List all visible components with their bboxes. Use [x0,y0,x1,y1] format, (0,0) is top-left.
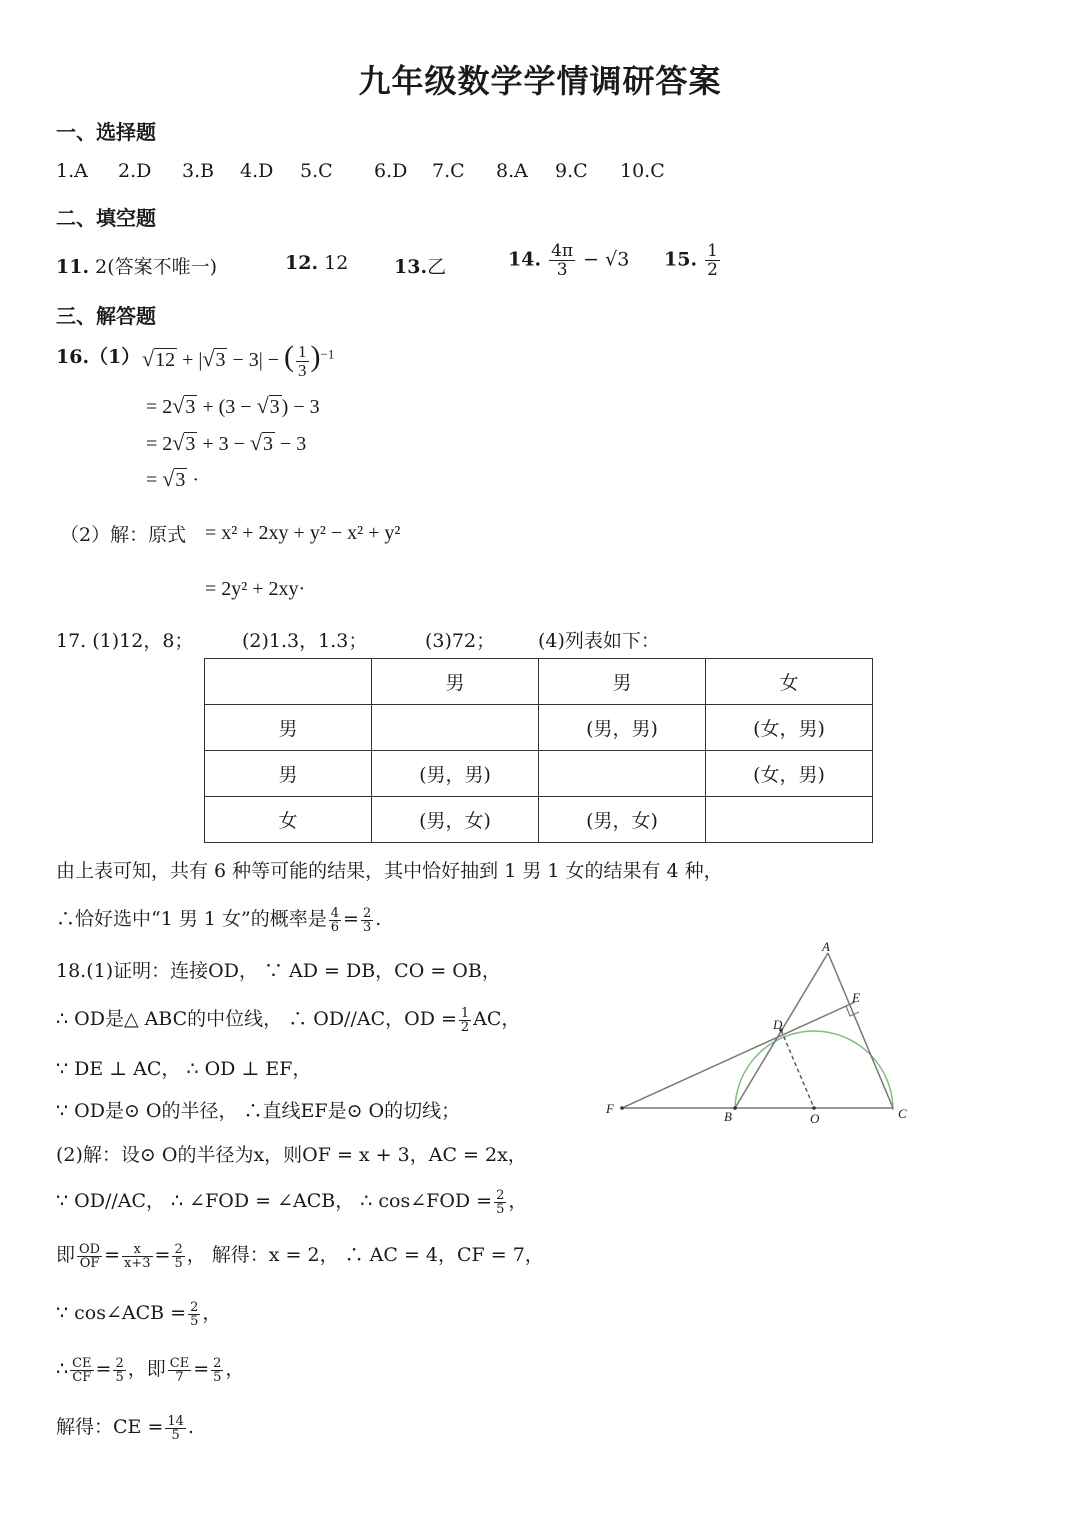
table-row [205,659,873,705]
q17-conclusion1: 由上表可知，共有 6 种等可能的结果，其中恰好抽到 1 男 1 女的结果有 4 种， [56,860,723,882]
q14-fraction: $\frac{4\pi}{3}$ [551,241,574,280]
q16-line2: = 2√3 + (3 − √3 ) − 3 [146,393,320,418]
q17-part1: 17. (1)12，8； [56,630,194,652]
fraction: $\frac{2}{5}$ [115,1355,124,1385]
point-O [812,1106,816,1110]
table-cell: 男 [205,705,372,751]
q16-label: 16.（1） [56,346,141,368]
section-choice: 一、选择题 [56,120,156,144]
q18-line8: ∵ cos∠ACB = $\frac{2}{5}$ ， [56,1299,222,1329]
q17-part3: (3)72； [425,630,496,652]
line-OD-dashed [781,1030,814,1108]
label-F: F [606,1101,614,1116]
answer-5: 5.C [300,160,333,182]
table-cell: 男 [539,659,706,705]
answer-7: 7.C [432,160,465,182]
label-B: B [724,1109,732,1124]
semicircle-arc [735,1031,893,1110]
table-cell [706,797,873,843]
q12-answer: 12 [324,252,349,274]
q16-line1: √12 + |√3 − 3| − ( $\frac{1}{3}$ )$^{-1}$ [142,340,335,380]
q18-line3: ∵ DE ⊥ AC， ∴ OD ⊥ EF， [56,1058,312,1080]
q16-line4: = √3 · [146,466,200,491]
fraction: $\frac{2}{5}$ [213,1355,222,1385]
table-cell: (男，女) [539,797,706,843]
line-FE [622,1002,855,1108]
fraction: $\frac{14}{5}$ [167,1413,184,1443]
q13 [394,252,446,279]
label-D: D [773,1017,783,1032]
fraction: $\frac{CE}{7}$ [169,1355,190,1385]
line-AC [828,953,893,1108]
q15-number: 15. [664,248,698,271]
fraction: $\frac{4}{6}$ [330,905,340,935]
fraction: $\frac{x}{x+3}$ [124,1241,151,1271]
table-cell: (男，女) [372,797,539,843]
q17-part2: (2)1.3，1.3； [242,630,368,652]
q13-number: 13. [394,256,428,278]
fraction: $\frac{2}{5}$ [190,1299,199,1329]
table-cell: (男，男) [539,705,706,751]
table-row [205,797,873,843]
table-cell: 男 [372,659,539,705]
q17-conclusion2: ∴恰好选中“1 男 1 女”的概率是 $\frac{4}{6}$ = $\frac{2}{3}$ . [56,905,382,935]
choice-answers [56,160,665,182]
q18-line4: ∵ OD是⊙ O的半径， ∴直线EF是⊙ O的切线； [56,1100,461,1122]
answer-10: 10.C [620,160,665,182]
q16-part2-line1: = x² + 2xy + y² − x² + y² [205,522,401,544]
q18-line5: (2)解：设⊙ O的半径为x，则OF = x + 3，AC = 2x， [56,1144,527,1166]
q14 [508,242,629,279]
fraction: $\frac{2}{3}$ [362,905,372,935]
q18-line2: ∴ OD是△ ABC的中位线， ∴ OD//AC，OD = $\frac{1}{2}$ AC， [56,1005,521,1035]
fraction: $\frac{2}{5}$ [496,1187,505,1217]
answer-3: 3.B [182,160,215,182]
table-row [205,705,873,751]
q11-answer: 2(答案不唯一) [95,256,218,278]
q15-fraction: $\frac{1}{2}$ [707,241,718,280]
q12 [285,252,348,274]
q17-part4: (4)列表如下： [538,630,660,652]
q18-line7: 即 $\frac{OD}{OF}$ = $\frac{x}{x+3}$ = $\frac{2}{5}$ ， 解得：x = 2， ∴ AC = 4，CF = 7， [56,1241,544,1271]
label-A: A [822,940,830,954]
q18-line9: ∴ $\frac{CE}{CF}$ = $\frac{2}{5}$ ，即 $\frac{CE}{7}$ = $\frac{2}{5}$ ， [56,1355,245,1385]
answer-2: 2.D [118,160,152,182]
table-cell: (女，男) [706,705,873,751]
q16-part2-line2: = 2y² + 2xy· [205,578,306,600]
answer-4: 4.D [240,160,274,182]
q14-number: 14. [508,248,542,271]
label-O: O [810,1111,820,1126]
table-cell [205,659,372,705]
fraction: $\frac{CE}{CF}$ [72,1355,92,1385]
q11-number: 11. [56,256,90,278]
q13-answer: 乙 [427,256,447,278]
fraction: $\frac{OD}{OF}$ [79,1241,101,1271]
section-solutions: 三、解答题 [56,304,156,328]
q18-line10: 解得：CE = $\frac{14}{5}$ . [56,1413,194,1443]
table-cell [539,751,706,797]
label-C: C [898,1106,907,1121]
table-cell: 女 [205,797,372,843]
page-title: 九年级数学学情调研答案 [358,62,722,100]
label-E: E [852,990,860,1005]
table-cell: 女 [706,659,873,705]
fill-answers [56,252,217,279]
q16-line3: = 2√3 + 3 − √3 − 3 [146,430,307,455]
q14-tail: − √3 [583,248,630,271]
answer-1: 1.A [56,160,88,182]
geometry-figure [600,940,920,1130]
q16-part2-label: （2）解：原式 [60,524,187,546]
probability-table [204,658,873,843]
answer-8: 8.A [496,160,528,182]
table-cell: (男，男) [372,751,539,797]
q12-number: 12. [285,252,319,274]
answer-6: 6.D [374,160,408,182]
fraction: $\frac{1}{2}$ [460,1005,470,1035]
point-B [733,1106,737,1110]
table-cell [372,705,539,751]
section-fill: 二、填空题 [56,206,156,230]
answer-9: 9.C [555,160,588,182]
fraction: $\frac{2}{5}$ [174,1241,183,1271]
q18-line1: 18.(1)证明：连接OD， ∵ AD = DB，CO = OB， [56,960,501,982]
table-cell: (女，男) [706,751,873,797]
q15 [664,242,722,279]
q18-line6: ∵ OD//AC， ∴ ∠FOD = ∠ACB， ∴ cos∠FOD = $\frac{2}{5}$ ， [56,1187,528,1217]
table-row [205,751,873,797]
point-F [620,1106,624,1110]
table-cell: 男 [205,751,372,797]
